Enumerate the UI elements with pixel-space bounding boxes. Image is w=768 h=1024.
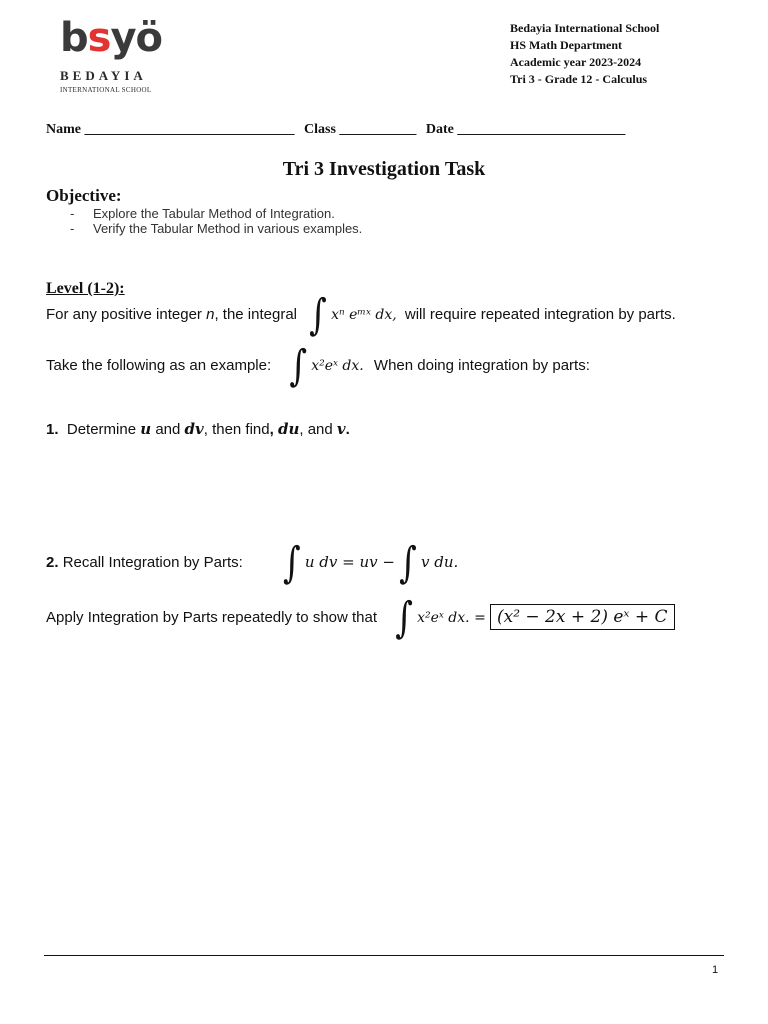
apply-formula: x²eˣ dx. = [417, 609, 486, 626]
name-field: Name ______________________________ [46, 122, 295, 137]
example-paragraph: Take the following as an example: ∫ x²eˣ dx. When doing integration by parts: [46, 341, 590, 391]
page-title: Tri 3 Investigation Task [282, 158, 486, 180]
integral-sign: ∫ [399, 538, 417, 588]
logo-subtitle: INTERNATIONAL SCHOOL [60, 86, 152, 94]
integral-sign: ∫ [289, 341, 308, 391]
level-heading: Level (1-2): [46, 280, 125, 297]
school-name: Bedayia International School [510, 21, 660, 35]
logo-wordmark: bsyö [60, 15, 163, 61]
ibp-formula-a: u dv = uv − [304, 552, 395, 571]
ibp-formula-b: v du. [421, 552, 459, 571]
example-formula: x²eˣ dx. [311, 357, 364, 374]
integral-sign: ∫ [282, 538, 301, 588]
question-2: 2. Recall Integration by Parts: ∫ u dv = uv − ∫ v du. [46, 538, 459, 588]
student-info-line [46, 122, 631, 138]
page-number: 1 [712, 964, 719, 976]
department: HS Math Department [510, 38, 622, 52]
n-variable: n [206, 305, 215, 323]
objective-heading: Objective: [46, 186, 122, 205]
class-field: Class ___________ [304, 122, 417, 137]
school-info [510, 20, 659, 88]
logo-name: BEDAYIA [60, 68, 147, 83]
objective-bullet: - Explore the Tabular Method of Integration. [70, 206, 335, 221]
academic-year: Academic year 2023-2024 [510, 55, 642, 69]
integral-sign: ∫ [309, 290, 327, 340]
apply-paragraph: Apply Integration by Parts repeatedly to show that ∫ x²eˣ dx. = (x² − 2x + 2) eˣ + C [46, 601, 675, 635]
footer-divider [44, 955, 724, 956]
course-label: Tri 3 - Grade 12 - Calculus [510, 72, 648, 86]
school-logo [58, 15, 168, 98]
boxed-answer: (x² − 2x + 2) eˣ + C [490, 604, 675, 630]
integral-sign: ∫ [395, 593, 413, 643]
intro-formula: xⁿ eᵐˣ dx, [331, 306, 397, 323]
objective-bullet: - Verify the Tabular Method in various examples. [70, 221, 363, 236]
intro-paragraph: For any positive integer n, the integral ∫ xⁿ eᵐˣ dx, will require repeated integration by parts. [46, 290, 676, 340]
date-field: Date ________________________ [425, 122, 626, 137]
question-1: 1. Determine u and dv, then find, du, and v. [46, 420, 350, 438]
